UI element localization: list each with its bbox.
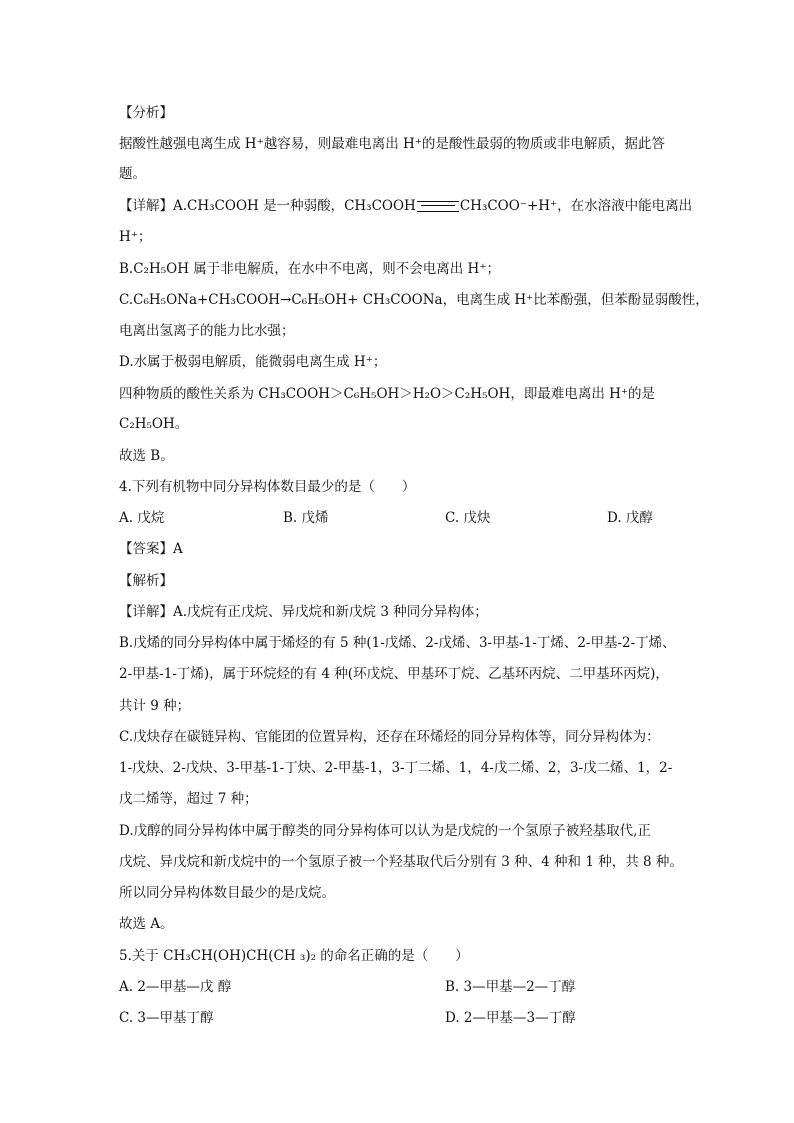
analysis-heading: 【分析】 xyxy=(119,105,173,121)
analysis-text-line: 据酸性越强电离生成 H⁺越容易，则最难电离出 H⁺的是酸性最弱的物质或非电解质，据此答 xyxy=(119,136,665,152)
detail-b: B.C₂H₅OH 属于非电解质，在水中不电离，则不会电离出 H⁺； xyxy=(119,261,500,277)
detail2-c: C.戊炔存在碳链异构、官能团的位置异构，还存在环烯烃的同分异构体等，同分异构体为： xyxy=(119,729,660,745)
detail-a-text-cont: CH₃COO⁻+H⁺，在水溶液中能电离出 xyxy=(459,198,693,214)
summary-line-cont: C₂H₅OH。 xyxy=(119,416,189,432)
analysis-text-line: 题。 xyxy=(119,166,146,182)
detail2-d-cont: 戊烷、异戊烷和新戊烷中的一个氢原子被一个羟基取代后分别有 3 种、4 种和 1 种，共 8 种。 xyxy=(119,854,683,870)
detail2-c-cont: 戊二烯等，超过 7 种； xyxy=(119,791,258,807)
detail2-choice: 故选 A。 xyxy=(119,916,174,932)
q4-option-c: C. 戊炔 xyxy=(445,510,491,526)
detail2-d: D.戊醇的同分异构体中属于醇类的同分异构体可以认为是戊烷的一个氢原子被羟基取代,正 xyxy=(119,823,651,839)
question-4-stem: 4.下列有机物中同分异构体数目最少的是（ ） xyxy=(119,479,416,495)
summary-line: 四种物质的酸性关系为 CH₃COOH＞C₆H₅OH＞H₂O＞C₂H₅OH，即最难电离出 H⁺的是 xyxy=(119,386,656,402)
q5-option-b: B. 3—甲基—2—丁醇 xyxy=(445,979,576,995)
question-5-stem: 5.关于 CH₃CH(OH)CH(CH ₃)₂ 的命名正确的是（ ） xyxy=(119,948,469,964)
detail2-b-cont: 2-甲基-1-丁烯)，属于环烷烃的有 4 种(环戊烷、甲基环丁烷、乙基环丙烷、二甲基环丙烷)， xyxy=(119,666,669,682)
q5-option-a: A. 2—甲基—戊 醇 xyxy=(119,979,232,995)
detail-a-line xyxy=(119,197,692,215)
answer-line: 【答案】A xyxy=(119,541,183,557)
choice-line: 故选 B。 xyxy=(119,448,174,464)
detail-a-text: 【详解】A.CH₃COOH 是一种弱酸，CH₃COOH xyxy=(119,198,416,214)
q4-option-a: A. 戊烷 xyxy=(119,510,165,526)
detail-a-continuation: H⁺； xyxy=(119,229,152,245)
detail2-b: B.戊烯的同分异构体中属于烯烃的有 5 种(1-戊烯、2-戊烯、3-甲基-1-丁烯、2-甲基-2-丁烯、 xyxy=(119,635,676,651)
q5-option-d: D. 2—甲基—3—丁醇 xyxy=(445,1010,576,1026)
q5-option-c: C. 3—甲基丁醇 xyxy=(119,1010,214,1026)
detail2-summary: 所以同分异构体数目最少的是戊烷。 xyxy=(119,885,335,901)
detail2-a: 【详解】A.戊烷有正戊烷、异戊烷和新戊烷 3 种同分异构体； xyxy=(119,604,488,620)
detail2-c-cont: 1-戊炔、2-戊炔、3-甲基-1-丁炔、2-甲基-1，3-丁二烯、1，4-戊二烯、2，3-戊二烯、1，2- xyxy=(119,760,673,776)
detail2-b-cont: 共计 9 种； xyxy=(119,698,191,714)
q4-option-b: B. 戊烯 xyxy=(283,510,329,526)
parse-heading: 【解析】 xyxy=(119,573,173,589)
equilibrium-arrow-icon xyxy=(417,201,459,212)
detail-c: C.C₆H₅ONa+CH₃COOH→C₆H₅OH+ CH₃COONa，电离生成 H⁺比苯酚强，但苯酚显弱酸性， xyxy=(119,292,709,308)
q4-option-d: D. 戊醇 xyxy=(607,510,653,526)
detail-d: D.水属于极弱电解质，能微弱电离生成 H⁺； xyxy=(119,354,387,370)
detail-c-cont: 电离出氢离子的能力比水强； xyxy=(119,323,295,339)
